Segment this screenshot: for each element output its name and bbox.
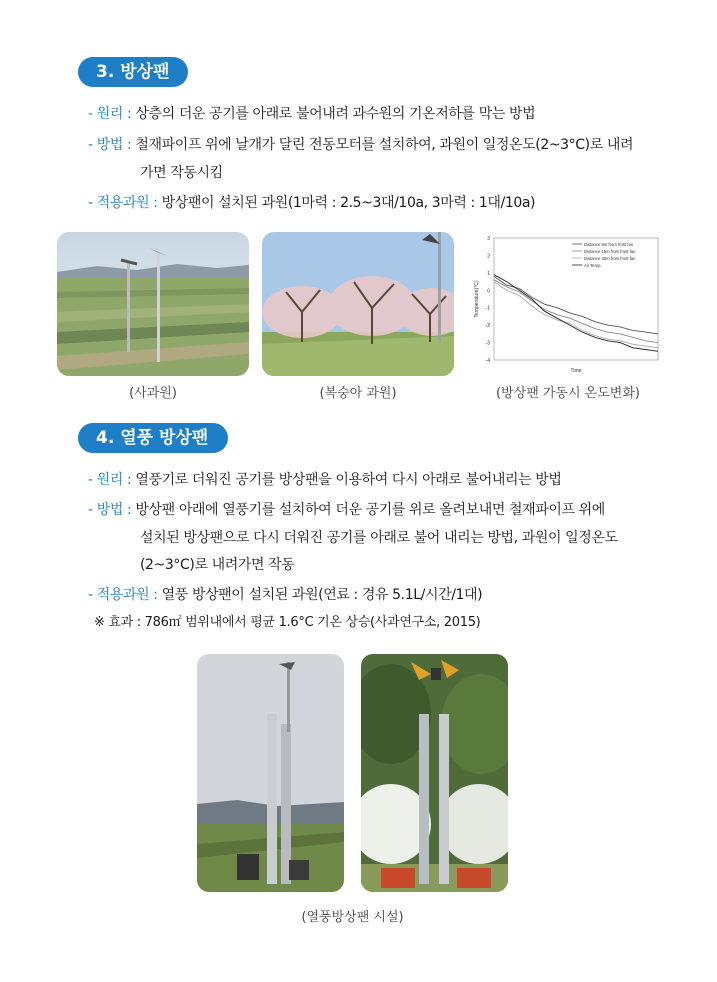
hot-air-fan-photo-2: [361, 654, 508, 892]
section-4-title: 4. 열풍 방상팬: [78, 423, 228, 453]
section-3-apply: [88, 193, 535, 213]
section-3-title: 3. 방상팬: [78, 57, 188, 87]
principle-text: 열풍기로 더워진 공기를 방상팬을 이용하여 다시 아래로 불어내리는 방법: [135, 472, 562, 488]
series-line: [494, 275, 658, 352]
y-tick-label: -2: [485, 323, 490, 330]
section-3-principle: [88, 104, 535, 124]
y-tick-label: 0: [487, 288, 490, 295]
y-axis-label: Temperature(°C): [474, 280, 480, 318]
method-text: 방상팬 아래에 열풍기를 설치하여 더운 공기를 위로 올려보내면 철재파이프 위에: [135, 502, 605, 518]
y-tick-label: 2: [487, 253, 490, 260]
apply-label: - 적용과원 :: [88, 587, 158, 603]
method-label: - 방법 :: [88, 137, 132, 153]
legend-entry: Distance 15m from frost fan: [584, 248, 636, 254]
y-tick-label: -4: [485, 358, 490, 364]
section-3-method-cont: 가면 작동시킴: [140, 165, 223, 181]
caption-chart: (방상팬 가동시 온도변화): [496, 386, 640, 401]
section-4-method-cont-1: 설치된 방상팬으로 다시 더워진 공기를 아래로 불어 내리는 방법, 과원이 일정온도: [140, 530, 618, 546]
principle-text: 상층의 더운 공기를 아래로 불어내려 과수원의 기온저하를 막는 방법: [135, 106, 536, 122]
hot-air-fan-photo-1: [197, 654, 344, 892]
legend-entry: Air Temp.: [584, 262, 602, 268]
section-3-method: [88, 135, 633, 155]
section-4-method-cont-2: (2~3°C)로 내려가면 작동: [140, 557, 295, 573]
section-4-method: [88, 500, 605, 520]
principle-label: - 원리 :: [88, 106, 132, 122]
y-tick-label: -3: [485, 340, 490, 347]
caption-hot-air-fan: (열풍방상팬 시설): [301, 910, 404, 925]
principle-label: - 원리 :: [88, 472, 132, 488]
method-text: 철재파이프 위에 날개가 달린 전동모터를 설치하여, 과원이 일정온도(2~3°C)로 내려: [135, 137, 634, 153]
legend-entry: Distance 5m from frost fan: [584, 241, 634, 247]
apply-label: - 적용과원 :: [88, 195, 158, 211]
apply-text: 열풍 방상팬이 설치된 과원(연료 : 경유 5.1L/시간/1대): [161, 587, 483, 603]
peach-orchard-photo: [262, 232, 454, 376]
effect-note: ※ 효과 : 786㎡ 범위내에서 평균 1.6°C 기온 상승(사과연구소, 2015): [94, 615, 481, 630]
method-label: - 방법 :: [88, 502, 132, 518]
section-4-apply: [88, 585, 482, 605]
temperature-chart: [472, 232, 664, 376]
apply-text: 방상팬이 설치된 과원(1마력 : 2.5~3대/10a, 3마력 : 1대/10a): [161, 195, 536, 211]
section-4-principle: [88, 470, 562, 490]
series-line: [494, 276, 658, 334]
apple-orchard-photo: [57, 232, 249, 376]
temperature-line-chart: [472, 232, 664, 376]
y-tick-label: 3: [487, 236, 490, 242]
series-line: [494, 280, 658, 343]
y-tick-label: -1: [485, 305, 490, 312]
caption-apple: (사과원): [129, 386, 177, 401]
caption-peach: (복숭아 과원): [319, 386, 397, 401]
x-axis-label: Time: [570, 368, 582, 374]
legend-entry: Distance 30m from frost fan: [584, 255, 636, 261]
y-tick-label: 1: [487, 270, 490, 277]
